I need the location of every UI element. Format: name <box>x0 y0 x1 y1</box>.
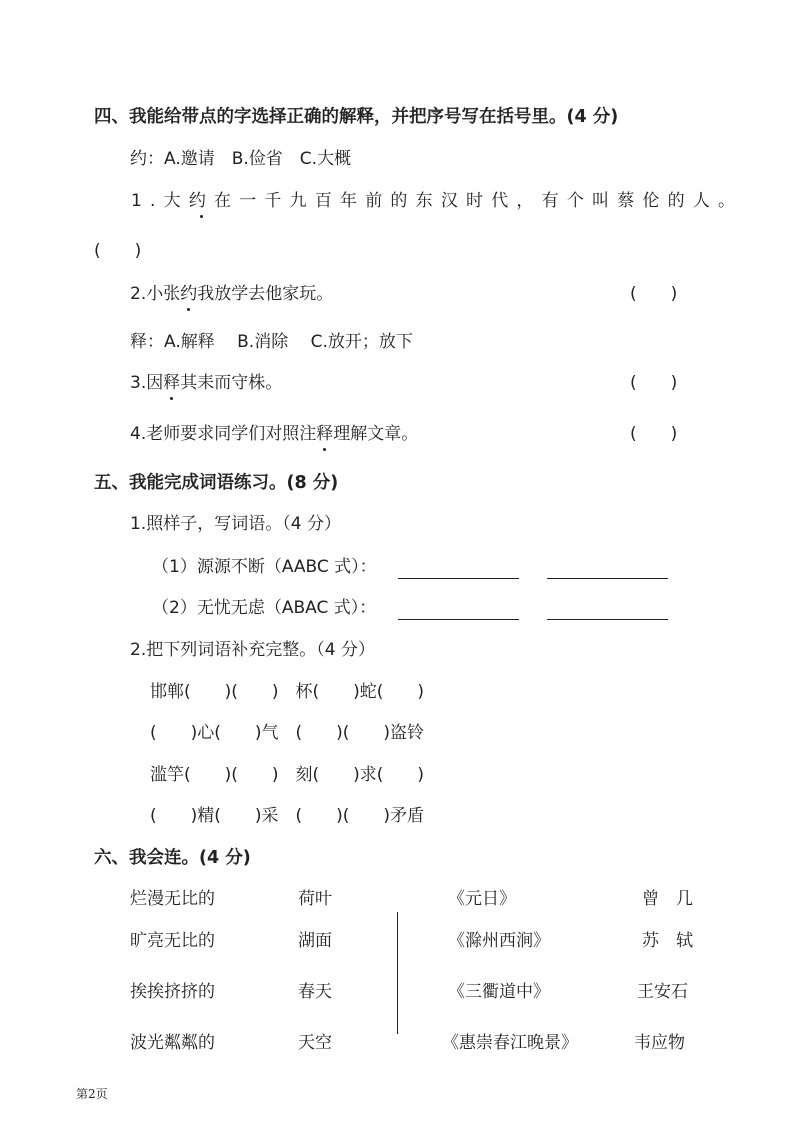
poet-item[interactable]: 韦应物 <box>634 1033 685 1053</box>
adjective-item[interactable]: 挨挨挤挤的 <box>130 982 215 1002</box>
idiom-row: 邯郸( )( ) 杯( )蛇( ) <box>150 682 425 702</box>
answer-paren-4[interactable]: ( ) <box>630 424 678 444</box>
question-2 <box>130 283 333 305</box>
dotted-char-1: 约 <box>188 191 215 211</box>
idiom-row: ( )心( )气 ( )( )盗铃 <box>150 723 425 743</box>
yue-options: 约：A.邀请 B.俭省 C.大概 <box>130 149 352 169</box>
idiom-row: ( )精( )采 ( )( )矛盾 <box>150 806 425 826</box>
section-4-title: 四、我能给带点的字选择正确的解释，并把序号写在括号里。(4 分) <box>94 107 619 127</box>
poem-title-item[interactable]: 《元日》 <box>448 889 516 909</box>
question-2-prefix: 2.小张 <box>130 284 181 304</box>
question-1-prefix: 1.大 <box>131 191 189 211</box>
poet-item[interactable]: 曾 几 <box>642 889 693 909</box>
poet-item[interactable]: 苏 轼 <box>642 931 693 951</box>
question-4-prefix: 4.老师要求同学们对照注 <box>130 424 317 444</box>
question-4-text: 理解文章。 <box>333 424 419 444</box>
dotted-char-2: 约 <box>180 284 198 304</box>
question-1-text: 在一千九百年前的东汉时代，有个叫蔡伦的人。 <box>214 191 744 211</box>
section-6-title: 六、我会连。(4 分) <box>94 848 251 868</box>
poet-item[interactable]: 王安石 <box>637 982 688 1002</box>
answer-blank-2b[interactable] <box>547 619 668 620</box>
answer-blank-1b[interactable] <box>547 578 668 579</box>
adjective-item[interactable]: 波光粼粼的 <box>130 1033 215 1053</box>
sub-question-2: 2.把下列词语补充完整。（4 分） <box>130 640 375 660</box>
section-5-title: 五、我能完成词语练习。(8 分) <box>94 473 339 493</box>
noun-item[interactable]: 春天 <box>298 982 332 1002</box>
poem-title-item[interactable]: 《三衢道中》 <box>448 982 550 1002</box>
noun-item[interactable]: 天空 <box>298 1033 332 1053</box>
pattern-item-1: （1）源源不断（AABC 式）： <box>152 557 377 577</box>
question-3-prefix: 3.因 <box>130 373 164 393</box>
answer-blank-2a[interactable] <box>398 619 519 620</box>
answer-blank-1a[interactable] <box>398 578 519 579</box>
answer-paren-2[interactable]: ( ) <box>630 284 678 304</box>
idiom-row: 滥竽( )( ) 刻( )求( ) <box>150 765 425 785</box>
pattern-item-2: （2）无忧无虑（ABAC 式）： <box>152 598 377 618</box>
question-3 <box>130 372 282 394</box>
shi-options: 释：A.解释 B.消除 C.放开；放下 <box>130 332 413 352</box>
noun-item[interactable]: 荷叶 <box>298 889 332 909</box>
page-number: 第2页 <box>76 1087 108 1101</box>
noun-item[interactable]: 湖面 <box>298 931 332 951</box>
poem-title-item[interactable]: 《滁州西涧》 <box>448 931 550 951</box>
dotted-char-4: 释 <box>316 424 334 444</box>
poem-title-item[interactable]: 《惠崇春江晚景》 <box>442 1033 578 1053</box>
adjective-item[interactable]: 烂漫无比的 <box>130 889 215 909</box>
answer-paren-3[interactable]: ( ) <box>630 373 678 393</box>
adjective-item[interactable]: 旷亮无比的 <box>130 931 215 951</box>
question-3-text: 其耒而守株。 <box>180 373 283 393</box>
answer-paren-1[interactable]: ( ) <box>94 241 142 261</box>
question-4 <box>130 423 418 445</box>
question-1 <box>131 190 743 212</box>
dotted-char-3: 释 <box>163 373 181 393</box>
column-divider <box>397 912 398 1034</box>
sub-question-1: 1.照样子，写词语。（4 分） <box>130 514 341 534</box>
question-2-text: 我放学去他家玩。 <box>197 284 334 304</box>
